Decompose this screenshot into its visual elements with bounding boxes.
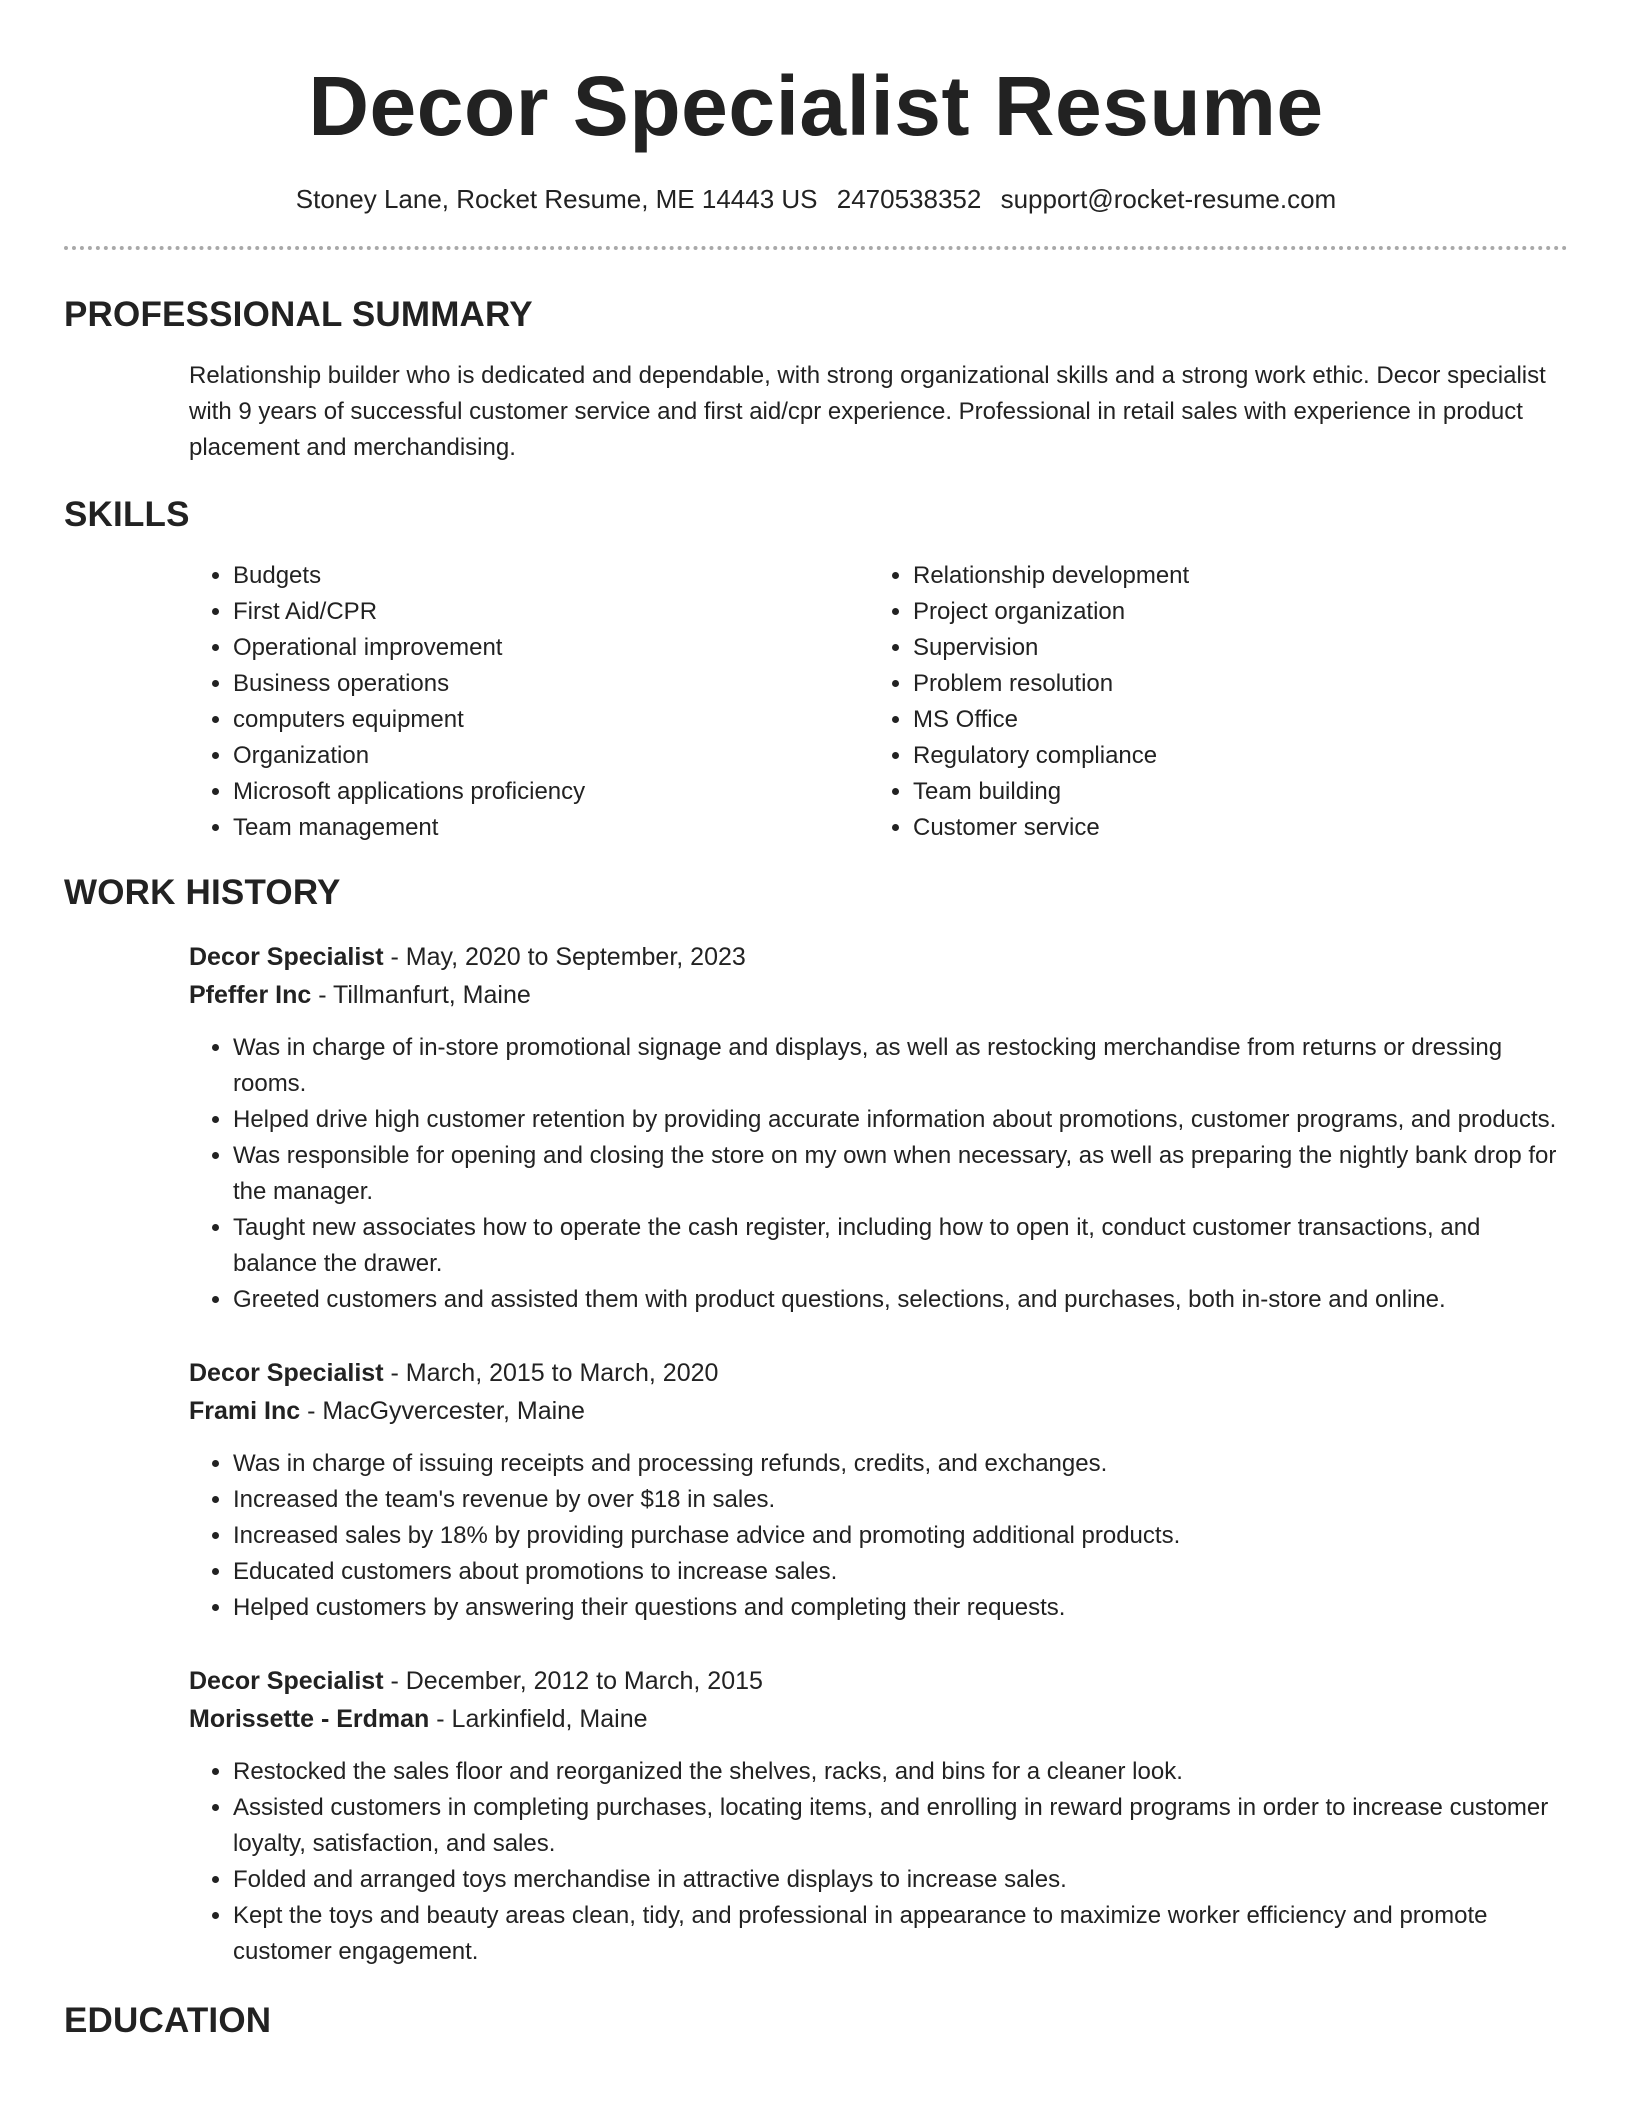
- skill-item: • Budgets: [233, 558, 869, 594]
- skill-item: • Relationship development: [913, 558, 1549, 594]
- skills-list: [189, 558, 1568, 846]
- skill-item: • Customer service: [913, 810, 1549, 846]
- skill-item: • Operational improvement: [233, 630, 869, 666]
- skill-item: • Business operations: [233, 666, 869, 702]
- job-duty: • Was in charge of in-store promotional signage and displays, as well as restocking merchandise from returns or dressing rooms.: [233, 1030, 1568, 1102]
- job-duty: • Helped customers by answering their questions and completing their requests.: [233, 1590, 1568, 1626]
- job-duty: • Restocked the sales floor and reorganized the shelves, racks, and bins for a cleaner look.: [233, 1754, 1568, 1790]
- skill-item: • computers equipment: [233, 702, 869, 738]
- skill-item: • Team management: [233, 810, 869, 846]
- job-title: Decor Specialist: [189, 1667, 384, 1695]
- job-title: Decor Specialist: [189, 943, 384, 971]
- summary-text: Relationship builder who is dedicated and dependable, with strong organizational skills and a strong work ethic. Decor specialist with 9 years of successful customer service and first aid/cpr experience. Professional in retail sales with experience in product placement and merchandising.: [189, 362, 1546, 461]
- skills-column-left: [189, 558, 869, 846]
- job-company: Pfeffer Inc: [189, 981, 312, 1009]
- job-duty: • Assisted customers in completing purchases, locating items, and enrolling in reward programs in order to increase customer loyalty, satisfaction, and sales.: [233, 1790, 1568, 1862]
- job-company-line: [189, 976, 1568, 1014]
- job-duty: • Increased sales by 18% by providing purchase advice and promoting additional products.: [233, 1518, 1568, 1554]
- job-duty: • Greeted customers and assisted them with product questions, selections, and purchases, both in-store and online.: [233, 1282, 1568, 1318]
- work-history-heading: WORK HISTORY: [64, 873, 341, 912]
- job-duties: [189, 1446, 1568, 1626]
- job-duty: • Was in charge of issuing receipts and processing refunds, credits, and exchanges.: [233, 1446, 1568, 1482]
- skills-heading: SKILLS: [64, 495, 190, 534]
- job-location: - Tillmanfurt, Maine: [311, 981, 531, 1009]
- job-duty: • Helped drive high customer retention by providing accurate information about promotions, customer programs, and products.: [233, 1102, 1568, 1138]
- skill-item: • Project organization: [913, 594, 1549, 630]
- contact-line: [64, 182, 1568, 216]
- job-entry: [189, 938, 1568, 1318]
- job-entry: [189, 1662, 1568, 1970]
- contact-address: Stoney Lane, Rocket Resume, ME 14443 US: [295, 184, 818, 214]
- job-title-line: [189, 1662, 1568, 1700]
- job-duty: • Was responsible for opening and closing the store on my own when necessary, as well as preparing the nightly bank drop for the manager.: [233, 1138, 1568, 1210]
- skill-item: • Organization: [233, 738, 869, 774]
- job-duty: • Increased the team's revenue by over $18 in sales.: [233, 1482, 1568, 1518]
- job-dates: - December, 2012 to March, 2015: [383, 1667, 763, 1695]
- skill-item: • Microsoft applications proficiency: [233, 774, 869, 810]
- job-company-line: [189, 1700, 1568, 1738]
- header-divider: [64, 246, 1568, 250]
- job-dates: - May, 2020 to September, 2023: [383, 943, 746, 971]
- summary-heading: PROFESSIONAL SUMMARY: [64, 295, 533, 334]
- contact-email: support@rocket-resume.com: [1000, 184, 1337, 214]
- job-duty: • Folded and arranged toys merchandise in attractive displays to increase sales.: [233, 1862, 1568, 1898]
- skill-item: • Supervision: [913, 630, 1549, 666]
- skills-column-right: [869, 558, 1549, 846]
- job-duty: • Kept the toys and beauty areas clean, tidy, and professional in appearance to maximize worker efficiency and promote customer engagement.: [233, 1898, 1568, 1970]
- job-duties: [189, 1754, 1568, 1970]
- skill-item: • Problem resolution: [913, 666, 1549, 702]
- job-duties: [189, 1030, 1568, 1318]
- job-title-line: [189, 1354, 1568, 1392]
- job-title-line: [189, 938, 1568, 976]
- job-duty: • Educated customers about promotions to increase sales.: [233, 1554, 1568, 1590]
- contact-phone: 2470538352: [836, 184, 982, 214]
- job-location: - Larkinfield, Maine: [429, 1705, 648, 1733]
- job-location: - MacGyvercester, Maine: [300, 1397, 585, 1425]
- job-duty: • Taught new associates how to operate the cash register, including how to open it, conduct customer transactions, and balance the drawer.: [233, 1210, 1568, 1282]
- skill-item: • MS Office: [913, 702, 1549, 738]
- job-dates: - March, 2015 to March, 2020: [383, 1359, 719, 1387]
- job-entry: [189, 1354, 1568, 1626]
- skill-item: • First Aid/CPR: [233, 594, 869, 630]
- job-company: Morissette - Erdman: [189, 1705, 430, 1733]
- resume-title: Decor Specialist Resume: [308, 59, 1324, 153]
- job-company: Frami Inc: [189, 1397, 301, 1425]
- job-company-line: [189, 1392, 1568, 1430]
- education-heading: EDUCATION: [64, 2001, 272, 2040]
- job-title: Decor Specialist: [189, 1359, 384, 1387]
- skill-item: • Regulatory compliance: [913, 738, 1549, 774]
- skill-item: • Team building: [913, 774, 1549, 810]
